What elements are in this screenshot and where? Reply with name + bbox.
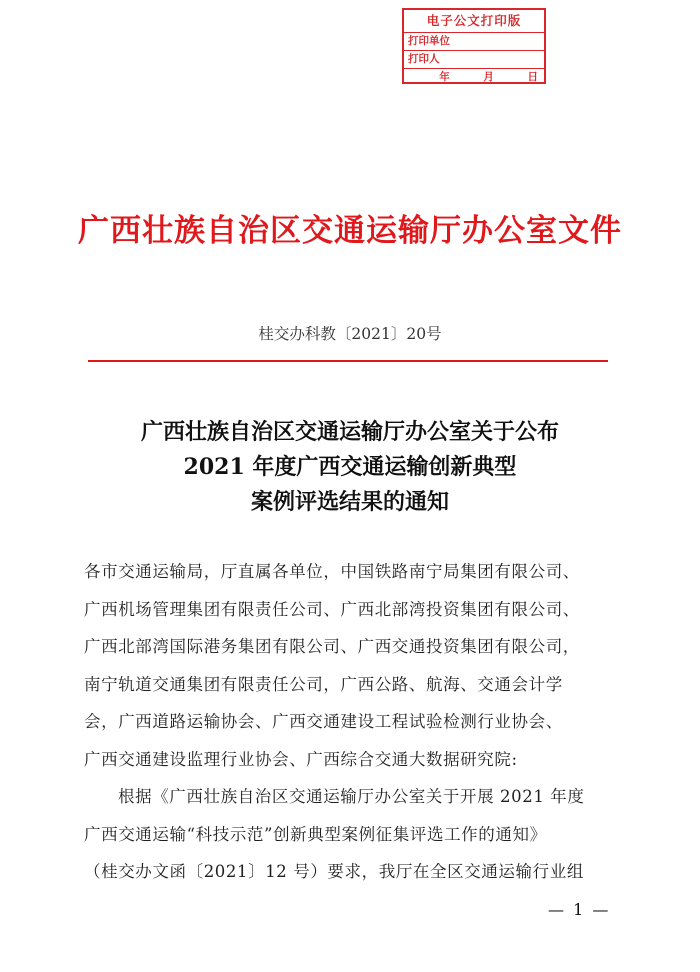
body-line: 根据《广西壮族自治区交通运输厅办公室关于开展 2021 年度: [118, 787, 585, 806]
stamp-unit-row: [404, 33, 544, 51]
page-number: — 1 —: [548, 900, 611, 919]
body-line: 广西交通建设监理行业协会、广西综合交通大数据研究院:: [84, 749, 518, 769]
stamp-title: 电子公文打印版: [404, 10, 544, 33]
stamp-month: 月: [483, 71, 494, 83]
org-title: 广西壮族自治区交通运输厅办公室文件: [78, 213, 622, 249]
doc-number: 桂交办科教〔2021〕20号: [258, 325, 442, 343]
body-line: 各市交通运输局，厅直属各单位，中国铁路南宁局集团有限公司、: [84, 562, 580, 581]
print-stamp: [402, 8, 546, 84]
stamp-unit-label: 打印单位: [408, 35, 450, 47]
stamp-day: 日: [527, 71, 538, 83]
stamp-person-label: 打印人: [408, 53, 440, 65]
body-line: 会，广西道路运输协会、广西交通建设工程试验检测行业协会、: [84, 712, 563, 731]
heading-line-1: 广西壮族自治区交通运输厅办公室关于公布: [140, 419, 559, 445]
body-line: 广西北部湾国际港务集团有限公司、广西交通投资集团有限公司，: [84, 637, 580, 656]
body-line: 广西机场管理集团有限责任公司、广西北部湾投资集团有限公司、: [84, 599, 580, 619]
body-line: （桂交办文函〔2021〕12 号）要求，我厅在全区交通运输行业组: [84, 862, 584, 881]
stamp-year: 年: [439, 71, 450, 83]
document-body: [84, 553, 624, 891]
heading-line-3: 案例评选结果的通知: [250, 489, 449, 515]
heading-line-2: 2021 年度广西交通运输创新典型: [183, 454, 517, 480]
body-line: 广西交通运输“科技示范”创新典型案例征集评选工作的通知》: [84, 824, 547, 844]
document-heading: [0, 415, 700, 520]
stamp-person-row: [404, 51, 544, 69]
body-line: 南宁轨道交通集团有限责任公司，广西公路、航海、交通会计学: [84, 674, 563, 694]
stamp-date-row: [404, 69, 544, 86]
red-divider: [88, 360, 608, 362]
